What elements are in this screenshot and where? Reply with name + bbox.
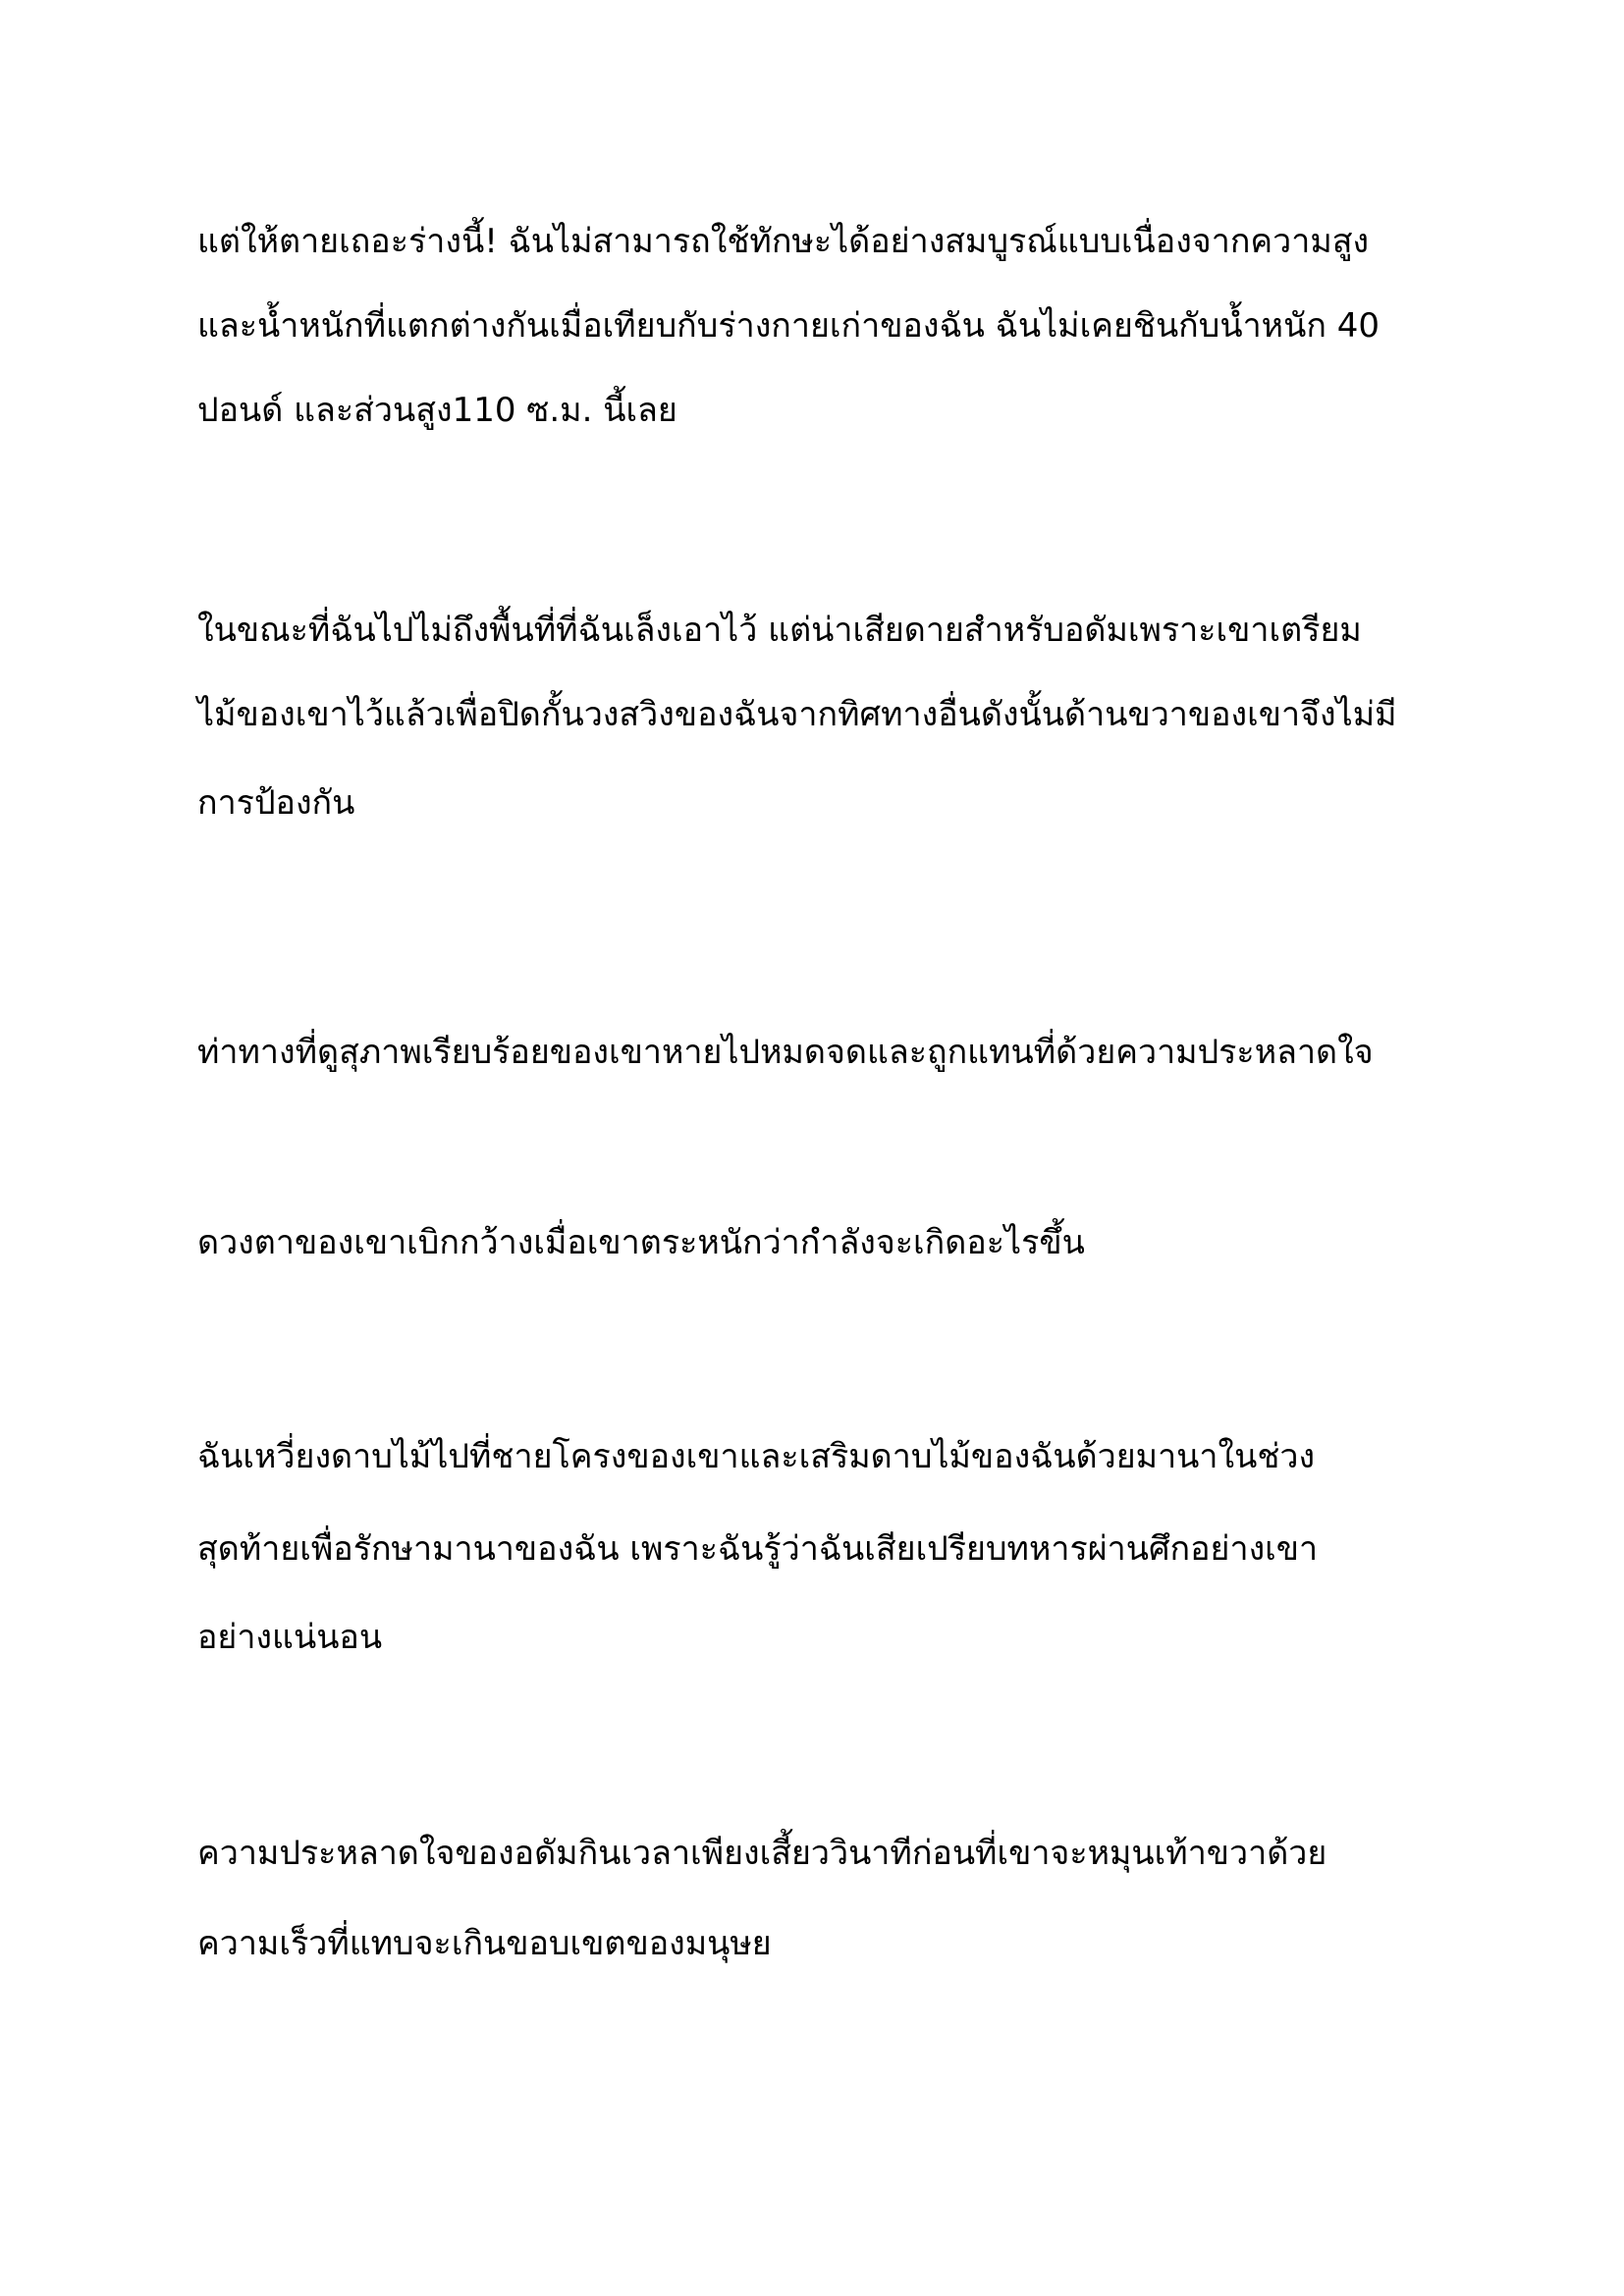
paragraph-6-line-1: ความประหลาดใจของอดัมกินเวลาเพียงเสี้ยววินาทีก่อนที่เขาจะหมุนเท้าขวาด้วย <box>197 1834 1327 1873</box>
paragraph-1-line-3: ปอนด์ และส่วนสูง110 ซ.ม. นี้เลย <box>197 391 677 430</box>
paragraph-1-line-1: แต่ให้ตายเถอะร่างนี้! ฉันไม่สามารถใช้ทักษะได้อย่างสมบูรณ์แบบเนื่องจากความสูง <box>197 222 1370 261</box>
paragraph-5-line-1: ฉันเหวี่ยงดาบไม้ไปที่ชายโครงของเขาและเสริมดาบไม้ของฉันด้วยมานาในช่วง <box>197 1437 1316 1476</box>
paragraph-1-line-2: และน้ำหนักที่แตกต่างกันเมื่อเทียบกับร่างกายเก่าของฉัน ฉันไม่เคยชินกับน้ำหนัก 40 <box>197 306 1380 346</box>
paragraph-2-line-1: ในขณะที่ฉันไปไม่ถึงพื้นที่ที่ฉันเล็งเอาไว้ แต่น่าเสียดายสำหรับอดัมเพราะเขาเตรียม <box>197 611 1362 650</box>
paragraph-6-line-2: ความเร็วที่แทบจะเกินขอบเขตของมนุษย <box>197 1924 772 1963</box>
paragraph-3-line-1: ท่าทางที่ดูสุภาพเรียบร้อยของเขาหายไปหมดจดและถูกแทนที่ด้วยความประหลาดใจ <box>197 1033 1374 1072</box>
paragraph-5-line-2: สุดท้ายเพื่อรักษามานาของฉัน เพราะฉันรู้ว่าฉันเสียเปรียบทหารผ่านศึกอย่างเขา <box>197 1529 1319 1569</box>
paragraph-2-line-2: ไม้ของเขาไว้แล้วเพื่อปิดกั้นวงสวิงของฉันจากทิศทางอื่นดังนั้นด้านขวาของเขาจึงไม่มี <box>197 695 1397 734</box>
paragraph-4-line-1: ดวงตาของเขาเบิกกว้างเมื่อเขาตระหนักว่ากำลังจะเกิดอะไรขึ้น <box>197 1223 1085 1262</box>
paragraph-2-line-3: การป้องกัน <box>197 783 355 823</box>
paragraph-5-line-3: อย่างแน่นอน <box>197 1618 383 1657</box>
